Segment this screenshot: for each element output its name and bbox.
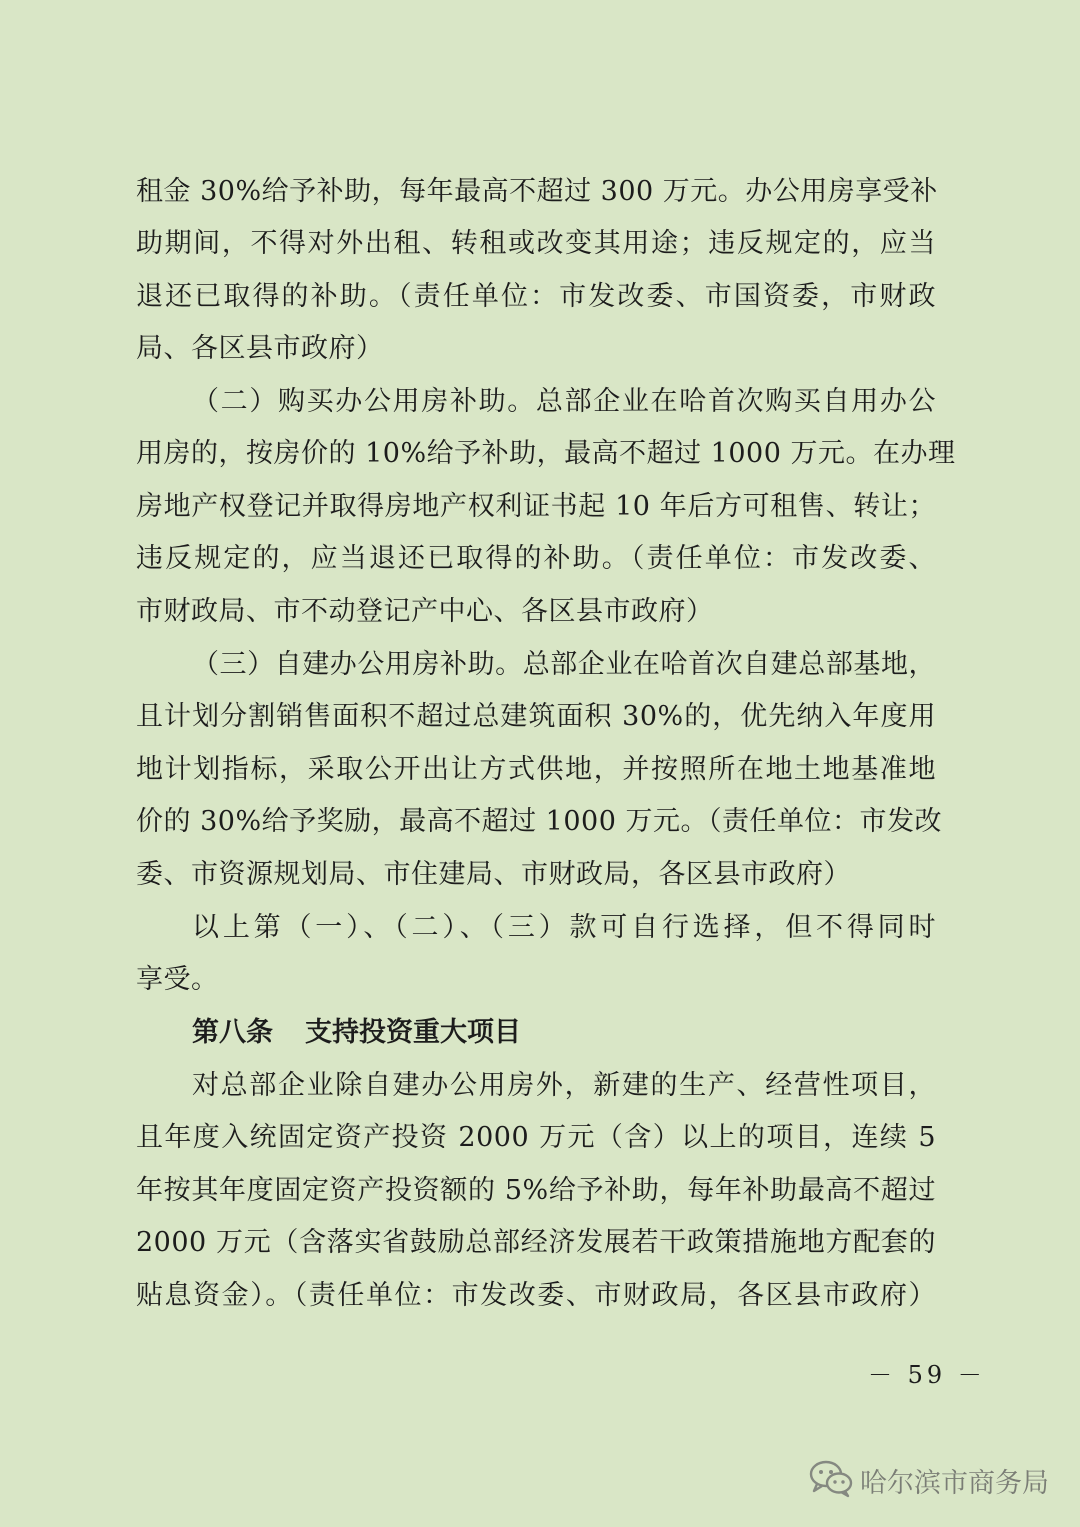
paragraph-line: 委、市资源规划局、市住建局、市财政局，各区县市政府） xyxy=(136,859,851,890)
paragraph-line: 违反规定的，应当退还已取得的补助。（责任单位：市发改委、 xyxy=(136,543,936,574)
paragraph-line: 且年度入统固定资产投资 2000 万元（含）以上的项目，连续 5 xyxy=(136,1122,936,1153)
paragraph-line: 用房的，按房价的 10%给予补助，最高不超过 1000 万元。在办理 xyxy=(136,438,956,469)
paragraph-line: 享受。 xyxy=(136,964,219,995)
paragraph-line: 助期间，不得对外出租、转租或改变其用途；违反规定的，应当 xyxy=(136,228,936,259)
article-title: 支持投资重大项目 xyxy=(305,1017,521,1048)
article-number: 第八条 xyxy=(192,1017,273,1048)
watermark-text: 哈尔滨市商务局 xyxy=(860,1467,1049,1499)
paragraph-line: 年按其年度固定资产投资额的 5%给予补助，每年补助最高不超过 xyxy=(136,1175,936,1206)
paragraph-line: 市财政局、市不动登记产中心、各区县市政府） xyxy=(136,596,714,627)
paragraph-line: 贴息资金）。（责任单位：市发改委、市财政局，各区县市政府） xyxy=(136,1280,936,1311)
paragraph-line: 地计划指标，采取公开出让方式供地，并按照所在地土地基准地 xyxy=(136,754,936,785)
paragraph-line: 局、各区县市政府） xyxy=(136,333,384,364)
paragraph-line: 退还已取得的补助。（责任单位：市发改委、市国资委，市财政 xyxy=(136,281,936,312)
paragraph-line: 对总部企业除自建办公用房外，新建的生产、经营性项目， xyxy=(192,1070,936,1101)
paragraph-line: 房地产权登记并取得房地产权利证书起 10 年后方可租售、转让； xyxy=(136,491,936,522)
paragraph-line: 且计划分割销售面积不超过总建筑面积 30%的，优先纳入年度用 xyxy=(136,701,936,732)
paragraph-line: 价的 30%给予奖励，最高不超过 1000 万元。（责任单位：市发改 xyxy=(136,806,942,837)
paragraph-line: （二）购买办公用房补助。总部企业在哈首次购买自用办公 xyxy=(192,386,936,417)
paragraph-line: 以上第（一）、（二）、（三）款可自行选择，但不得同时 xyxy=(192,912,936,943)
watermark xyxy=(808,1458,1049,1502)
paragraph-line: （三）自建办公用房补助。总部企业在哈首次自建总部基地， xyxy=(192,649,936,680)
article-heading xyxy=(192,1016,521,1050)
paragraph-line: 2000 万元（含落实省鼓励总部经济发展若干政策措施地方配套的 xyxy=(136,1227,936,1258)
paragraph-line: 租金 30%给予补助，每年最高不超过 300 万元。办公用房享受补 xyxy=(136,176,938,207)
wechat-icon xyxy=(808,1458,860,1502)
page-number: － 59 － xyxy=(868,1361,986,1389)
